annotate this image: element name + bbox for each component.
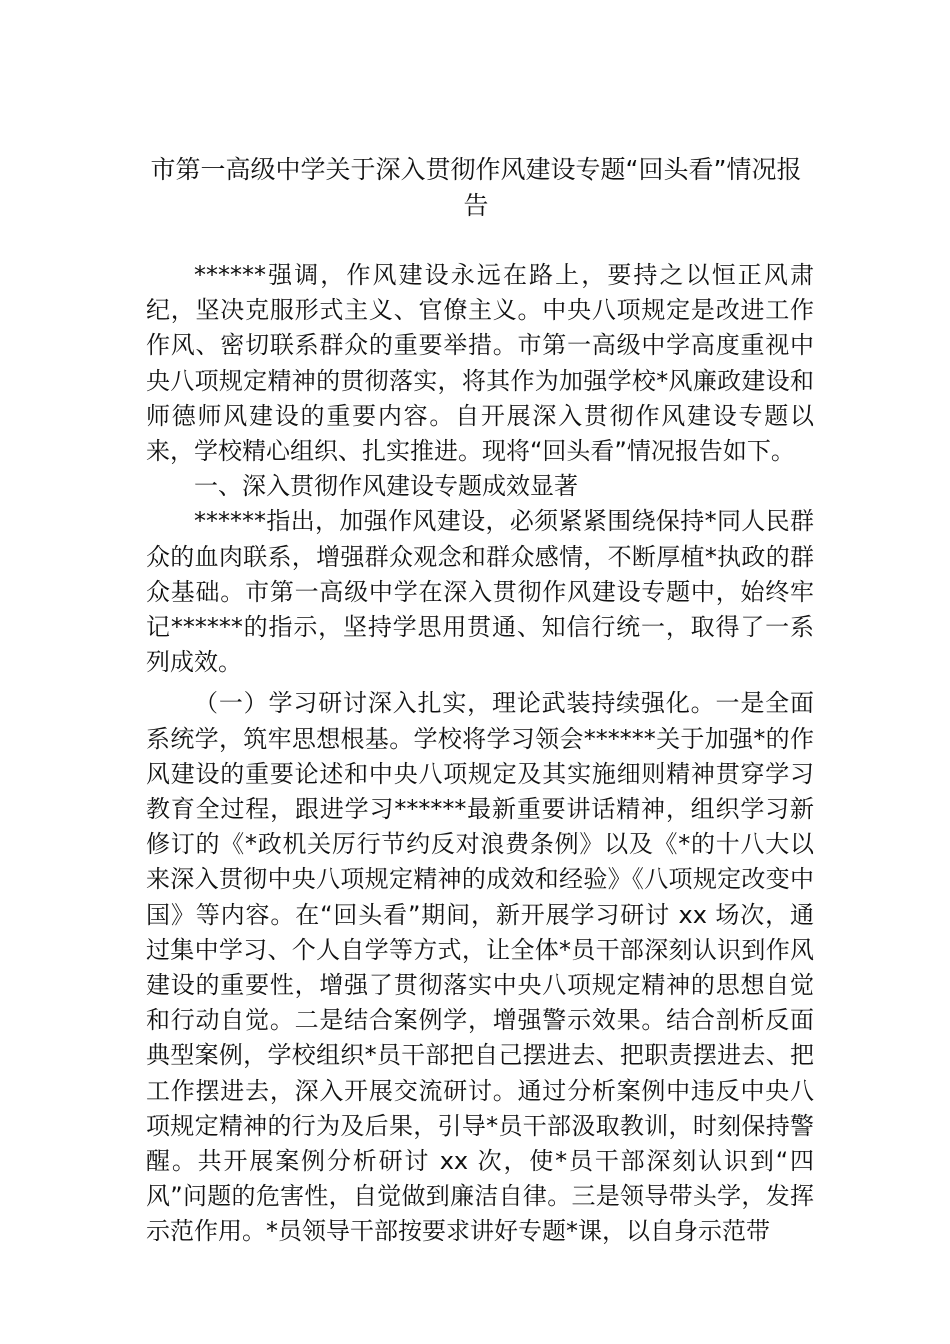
- intro-paragraph: ******强调，作风建设永远在路上，要持之以恒正风肃纪，坚决克服形式主义、官僚主义。中央八项规定是改进工作作风、密切联系群众的重要举措。市第一高级中学高度重视中央八项规定精神的贯彻落实，将其作为加强学校*风廉政建设和师德师风建设的重要内容。自开展深入贯彻作风建设专题以来，学校精心组织、扎实推进。现将“回头看”情况报告如下。: [146, 261, 814, 466]
- section-paragraph: ******指出，加强作风建设，必须紧紧围绕保持*同人民群众的血肉联系，增强群众观念和群众感情，不断厚植*执政的群众基础。市第一高级中学在深入贯彻作风建设专题中，始终牢记******的指示，坚持学思用贯通、知信行统一，取得了一系列成效。: [146, 507, 814, 677]
- subsection-paragraph: （一）学习研讨深入扎实，理论武装持续强化。一是全面系统学，筑牢思想根基。学校将学习领会******关于加强*的作风建设的重要论述和中央八项规定及其实施细则精神贯穿学习教育全过程，跟进学习******最新重要讲话精神，组织学习新修订的《*政机关厉行节约反对浪费条例》以及《*的十八大以来深入贯彻中央八项规定精神的成效和经验》《八项规定改变中国》等内容。在“回头看”期间，新开展学习研讨 xx 场次，通过集中学习、个人自学等方式，让全体*员干部深刻认识到作风建设的重要性，增强了贯彻落实中央八项规定精神的思想自觉和行动自觉。二是结合案例学，增强警示效果。结合剖析反面典型案例，学校组织*员干部把自己摆进去、把职责摆进去、把工作摆进去，深入开展交流研讨。通过分析案例中违反中央八项规定精神的行为及后果，引导*员干部汲取教训，时刻保持警醒。共开展案例分析研讨 xx 次，使*员干部深刻认识到“四风”问题的危害性，自觉做到廉洁自律。三是领导带头学，发挥示范作用。*员领导干部按要求讲好专题*课，以自身示范带: [146, 689, 814, 1246]
- section-heading: 一、深入贯彻作风建设专题成效显著: [194, 472, 578, 501]
- document-body: [146, 258, 814, 1250]
- document-title: 市第一高级中学关于深入贯彻作风建设专题“回头看”情况报告: [150, 155, 802, 220]
